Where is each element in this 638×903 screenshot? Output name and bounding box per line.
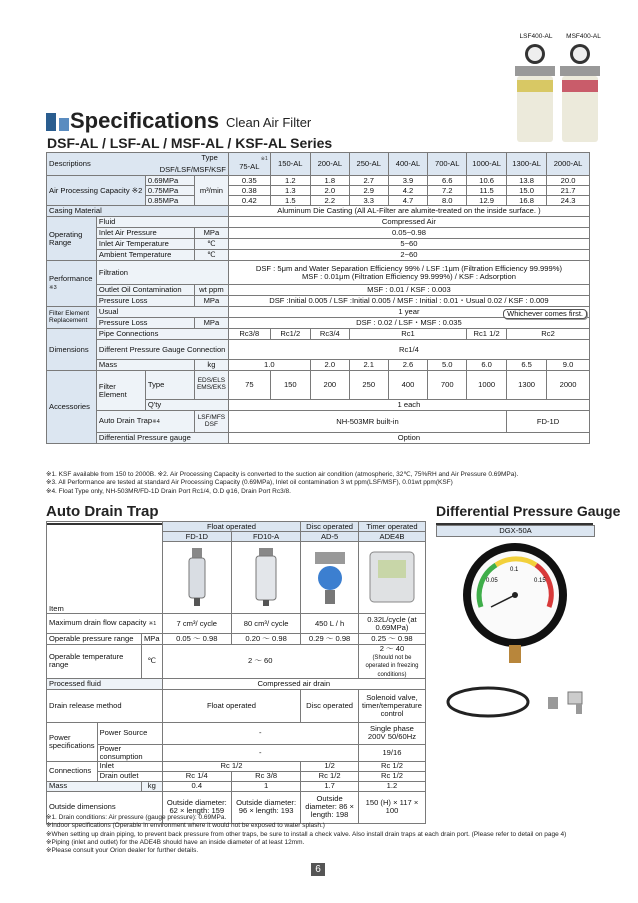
type-header <box>47 153 229 176</box>
mass-cell: 2.1 <box>349 360 388 371</box>
type-cell: 700 <box>428 371 467 400</box>
mdf-cell: 450 L / h <box>301 614 359 634</box>
od-cell: Outside diameter: 96 × length: 193 <box>231 791 300 823</box>
gauge-label: 0.1 <box>510 567 519 573</box>
apc-cell: 8.0 <box>428 196 467 206</box>
opt-label: Operable temperature range <box>47 645 142 679</box>
pf-value: Compressed air drain <box>162 678 425 689</box>
op-row-value: 0.05~0.98 <box>228 228 589 239</box>
gauge-icon <box>463 543 567 663</box>
apc-cell: 1.5 <box>270 196 310 206</box>
apc-cell: 16.8 <box>507 196 547 206</box>
pipe-cell: Rc1 1/2 <box>467 329 507 340</box>
fe-badge: Whichever comes first. <box>503 309 587 319</box>
series-title: DSF-AL / LSF-AL / MSF-AL / KSF-AL Series <box>47 135 333 151</box>
adt-mass-unit: kg <box>141 781 162 791</box>
type-cell: 1000 <box>467 371 507 400</box>
adt-title: Auto Drain Trap <box>46 503 159 520</box>
apc-cell: 1.8 <box>310 176 349 186</box>
gauge-label: 0.05 <box>486 578 498 584</box>
mass-cell: 1.0 <box>228 360 310 371</box>
msf400-image <box>560 44 600 142</box>
type-cell: 75 <box>228 371 270 400</box>
pipe-cell: Rc3/4 <box>310 329 349 340</box>
note: ※Please consult your Orion dealer for further details. <box>46 847 199 855</box>
opr-label: Operable pressure range <box>47 634 142 645</box>
fe2-label: Filter Element <box>96 371 145 411</box>
type-cell: 150 <box>270 371 310 400</box>
model-400: 400-AL <box>388 153 428 176</box>
casing-value: Aluminum Die Casting (All AL-Filter are alumite-treated on the inside surface. ) <box>228 206 589 217</box>
fd10a-image <box>231 542 300 614</box>
model-75: ※1 75-AL <box>228 153 270 176</box>
note: ※When setting up drain piping, to prevent back pressure from other traps, be sure to install a check valve. Also install drain traps at each drain port. (Please refer to detail on page 4) <box>46 830 567 838</box>
op-row-label: Inlet Air Pressure <box>96 228 194 239</box>
type-label-2: Type <box>145 371 194 400</box>
fe-pl-unit: MPa <box>194 318 228 329</box>
opr-cell: 0.20 ～ 0.98 <box>231 634 300 645</box>
apc-cell: 7.2 <box>428 186 467 196</box>
model-700: 700-AL <box>428 153 467 176</box>
pf-label: Processed fluid <box>47 678 163 689</box>
op-row-unit: ℃ <box>194 239 228 250</box>
spec-notes <box>46 471 606 496</box>
filtration-label: Filtration <box>96 261 228 285</box>
apc-pressure: 0.85MPa <box>145 196 194 206</box>
apc-cell: 24.3 <box>547 196 590 206</box>
model-200: 200-AL <box>310 153 349 176</box>
type-label: Type <box>201 153 218 162</box>
dim-label: Dimensions <box>47 329 97 371</box>
ad5-image <box>301 542 359 614</box>
group-timer: Timer operated <box>358 522 425 532</box>
in-cell: 1/2 <box>301 761 359 771</box>
type-cell: 200 <box>310 371 349 400</box>
qty-label: Q'ty <box>145 400 228 411</box>
type-cell: 400 <box>388 371 428 400</box>
apc-unit: m³/min <box>194 176 228 206</box>
fe-usual-label: Usual <box>96 307 228 318</box>
adt-mass-label: Mass <box>47 781 142 791</box>
apc-cell: 20.0 <box>547 176 590 186</box>
model-ade4b: ADE4B <box>358 532 425 542</box>
do-label: Drain outlet <box>97 771 162 781</box>
op-row-value: Compressed Air <box>228 217 589 228</box>
adt-unit: LSF/MFS DSF <box>194 411 228 433</box>
model-2000: 2000-AL <box>547 153 590 176</box>
apc-pressure: 0.69MPa <box>145 176 194 186</box>
fitting-icon <box>548 692 582 714</box>
oc-value: MSF : 0.01 / KSF : 0.003 <box>228 285 589 296</box>
dpg-value: Option <box>228 433 589 444</box>
apc-cell: 6.6 <box>428 176 467 186</box>
dpg-graphic <box>436 537 593 800</box>
adt-mass-cell: 1 <box>231 781 300 791</box>
page-title: Specifications <box>70 108 220 133</box>
qty-value: 1 each <box>228 400 589 411</box>
adt-item-label: Item <box>47 522 163 614</box>
ade4b-image <box>358 542 425 614</box>
model-1000: 1000-AL <box>467 153 507 176</box>
note: ※Piping (inlet and outlet) for the ADE4B should have an inside diameter of at least 12mm. <box>46 838 305 846</box>
dpg-model: DGX-50A <box>436 525 595 537</box>
apc-label: Air Processing Capacity ※2 <box>47 176 146 206</box>
op-row-unit: MPa <box>194 228 228 239</box>
opr-cell: 0.05 ～ 0.98 <box>162 634 231 645</box>
in-cell: Rc 1/2 <box>358 761 425 771</box>
op-row-label: Ambient Temperature <box>96 250 194 261</box>
drm-cell: Disc operated <box>301 689 359 722</box>
mass-cell: 2.6 <box>388 360 428 371</box>
ps-main: - <box>162 722 358 744</box>
model-fd1d: FD-1D <box>162 532 231 542</box>
apc-cell: 13.8 <box>507 176 547 186</box>
mdf-label: Maximum drain flow capacity ※1 <box>47 614 163 634</box>
od-cell: Outside diameter: 86 × length: 198 <box>301 791 359 823</box>
mass-label: Mass <box>96 360 194 371</box>
apc-cell: 0.42 <box>228 196 270 206</box>
opt-main: 2 ～ 60 <box>162 645 358 679</box>
dpg-title: Differential Pressure Gauge <box>436 503 621 519</box>
pc-main: - <box>162 744 358 761</box>
mass-cell: 6.0 <box>467 360 507 371</box>
mdf-cell: 7 cm³/ cycle <box>162 614 231 634</box>
pipe-label: Pipe Connections <box>96 329 228 340</box>
apc-cell: 21.7 <box>547 186 590 196</box>
pl-value: DSF :Initial 0.005 / LSF :Initial 0.005 / MSF : Initial : 0.01・Usual 0.02 / KSF : 0.009 <box>228 296 589 307</box>
adt-mass-cell: 0.4 <box>162 781 231 791</box>
adt-value-2: FD-1D <box>507 411 590 433</box>
model-fd10a: FD10-A <box>231 532 300 542</box>
do-cell: Rc 1/2 <box>358 771 425 781</box>
type-names: DSF/LSF/MSF/KSF <box>159 165 226 175</box>
apc-cell: 0.38 <box>228 186 270 196</box>
do-cell: Rc 3/8 <box>231 771 300 781</box>
do-cell: Rc 1/2 <box>301 771 359 781</box>
pl-unit: MPa <box>194 296 228 307</box>
model-150: 150-AL <box>270 153 310 176</box>
note: ※1. Drain conditions: Air pressure (gauge pressure): 0.69MPa. <box>46 814 227 821</box>
apc-cell: 1.2 <box>270 176 310 186</box>
do-cell: Rc 1/4 <box>162 771 231 781</box>
apc-pressure: 0.75MPa <box>145 186 194 196</box>
apc-cell: 3.3 <box>349 196 388 206</box>
lsf400-image <box>515 44 555 142</box>
fd1d-image <box>162 542 231 614</box>
opr-unit: MPa <box>141 634 162 645</box>
perf-label: Performance ※3 <box>47 261 97 307</box>
op-row-unit: ℃ <box>194 250 228 261</box>
op-row-label: Fluid <box>96 217 228 228</box>
apc-cell: 2.2 <box>310 196 349 206</box>
page-subtitle: Clean Air Filter <box>226 115 312 130</box>
apc-cell: 15.0 <box>507 186 547 196</box>
mdf-cell: 0.32L/cycle (at 0.69MPa) <box>358 614 425 634</box>
drm-cell: Solenoid valve, timer/temperature control <box>358 689 425 722</box>
model-1300: 1300-AL <box>507 153 547 176</box>
pipe-cell: Rc1 <box>349 329 466 340</box>
ps-label: Power Source <box>97 722 162 744</box>
page-number: 6 <box>311 863 325 876</box>
apc-cell: 2.9 <box>349 186 388 196</box>
apc-cell: 0.35 <box>228 176 270 186</box>
fe-label: Filter Element Replacement <box>47 307 97 329</box>
dp-value: Rc1/4 <box>228 340 589 360</box>
casing-label: Casing Material <box>47 206 229 217</box>
title-marker <box>46 113 56 131</box>
fe-usual-value: 1 year Whichever comes first. <box>228 307 589 318</box>
cn-label: Connections <box>47 761 98 781</box>
apc-cell: 2.7 <box>349 176 388 186</box>
mass-cell: 2.0 <box>310 360 349 371</box>
pc-label: Power consumption <box>97 744 162 761</box>
note: ※3. All Performance are tested at standard Air Processing Capacity (0.69MPa), Inlet oil contamination 3 wt ppm(LSF/MSF), 0.01wt ppm(KSF) <box>46 479 453 487</box>
lsf400-label: LSF400-AL <box>519 33 553 40</box>
filter-photos <box>500 40 620 145</box>
mass-cell: 9.0 <box>547 360 590 371</box>
op-row-label: Inlet Air Temperature <box>96 239 194 250</box>
apc-cell: 3.9 <box>388 176 428 186</box>
type-unit: EDS/ELS EMS/EKS <box>194 371 228 400</box>
fe-pl-label: Pressure Loss <box>96 318 194 329</box>
apc-cell: 11.5 <box>467 186 507 196</box>
adt-value-1: NH-503MR built-in <box>228 411 506 433</box>
type-cell: 1300 <box>507 371 547 400</box>
type-cell: 2000 <box>547 371 590 400</box>
pw-label: Power specifications <box>47 722 98 761</box>
opr-cell: 0.29 ～ 0.98 <box>301 634 359 645</box>
in-cell: Rc 1/2 <box>162 761 301 771</box>
pipe-cell: Rc2 <box>507 329 590 340</box>
model-250: 250-AL <box>349 153 388 176</box>
apc-cell: 1.3 <box>270 186 310 196</box>
opt-unit: ℃ <box>141 645 162 679</box>
apc-cell: 4.2 <box>388 186 428 196</box>
descriptions-label: Descriptions <box>49 159 91 169</box>
type-cell: 250 <box>349 371 388 400</box>
od-cell: 150 (H) × 117 × 100 <box>358 791 425 823</box>
model-ad5: AD-5 <box>301 532 359 542</box>
spec-table <box>46 152 590 444</box>
op-row-value: 2~60 <box>228 250 589 261</box>
opr-cell: 0.25 ～ 0.98 <box>358 634 425 645</box>
dpg-label: Differential Pressure gauge <box>96 433 228 444</box>
mass-cell: 5.0 <box>428 360 467 371</box>
oc-label: Outlet Oil Contamination <box>96 285 194 296</box>
group-float: Float operated <box>162 522 301 532</box>
pc-last: 19/16 <box>358 744 425 761</box>
mass-cell: 6.5 <box>507 360 547 371</box>
oc-unit: wt ppm <box>194 285 228 296</box>
adt-table <box>46 521 426 824</box>
msf400-label: MSF400-AL <box>566 33 601 40</box>
drm-cell: Float operated <box>162 689 301 722</box>
od-label: Outside dimensions <box>47 791 163 823</box>
fe-pl-value: DSF : 0.02 / LSF・MSF : 0.035 <box>228 318 589 329</box>
title-marker-2 <box>59 118 69 131</box>
opt-last: 2 ～ 40 (Should not be operated in freezing conditions) <box>358 645 425 679</box>
gauge-label: 0.15 <box>534 578 546 584</box>
group-disc: Disc operated <box>301 522 359 532</box>
acc-label: Accessories <box>47 371 97 444</box>
apc-cell: 2.0 <box>310 186 349 196</box>
pipe-cell: Rc1/2 <box>270 329 310 340</box>
apc-cell: 12.9 <box>467 196 507 206</box>
mass-unit: kg <box>194 360 228 371</box>
adt-mass-cell: 1.2 <box>358 781 425 791</box>
op-row-value: 5~60 <box>228 239 589 250</box>
adt-notes <box>46 814 606 856</box>
mdf-cell: 80 cm³/ cycle <box>231 614 300 634</box>
filtration-value: DSF : 5μm and Water Separation Efficiency 99% / LSF :1μm (Filtration Efficiency 99.999%) MSF : 0.01μm (Filtration Efficiency 99.999%) / KSF : Adsorption <box>228 261 589 285</box>
pl-label: Pressure Loss <box>96 296 194 307</box>
in-label: Inlet <box>97 761 162 771</box>
ps-last: Single phase 200V 50/60Hz <box>358 722 425 744</box>
adt-label: Auto Drain Trap※4 <box>96 411 194 433</box>
pipe-cell: Rc3/8 <box>228 329 270 340</box>
note: ※1. KSF available from 150 to 2000B. ※2. Air Processing Capacity is converted to the suction air condition (atmospheric, 32℃, 75%RH and Air Pressure 0.69MPa). <box>46 471 519 478</box>
apc-cell: 4.7 <box>388 196 428 206</box>
note: ※Indoor specifications (Operable in environment where it would not be exposed to water splash.) <box>46 822 325 830</box>
op-label: Operating Range <box>47 217 97 261</box>
dp-label: Different Pressure Gauge Connection <box>96 340 228 360</box>
note: ※4. Float Type only, NH-503MR/FD-1D Drain Port Rc1/4, O.D φ16, Drain Port Rc3/8. <box>46 487 291 495</box>
adt-mass-cell: 1.7 <box>301 781 359 791</box>
tube-icon <box>448 688 528 716</box>
apc-cell: 10.6 <box>467 176 507 186</box>
drm-label: Drain release method <box>47 689 163 722</box>
od-cell: Outside diameter: 62 × length: 159 <box>162 791 231 823</box>
